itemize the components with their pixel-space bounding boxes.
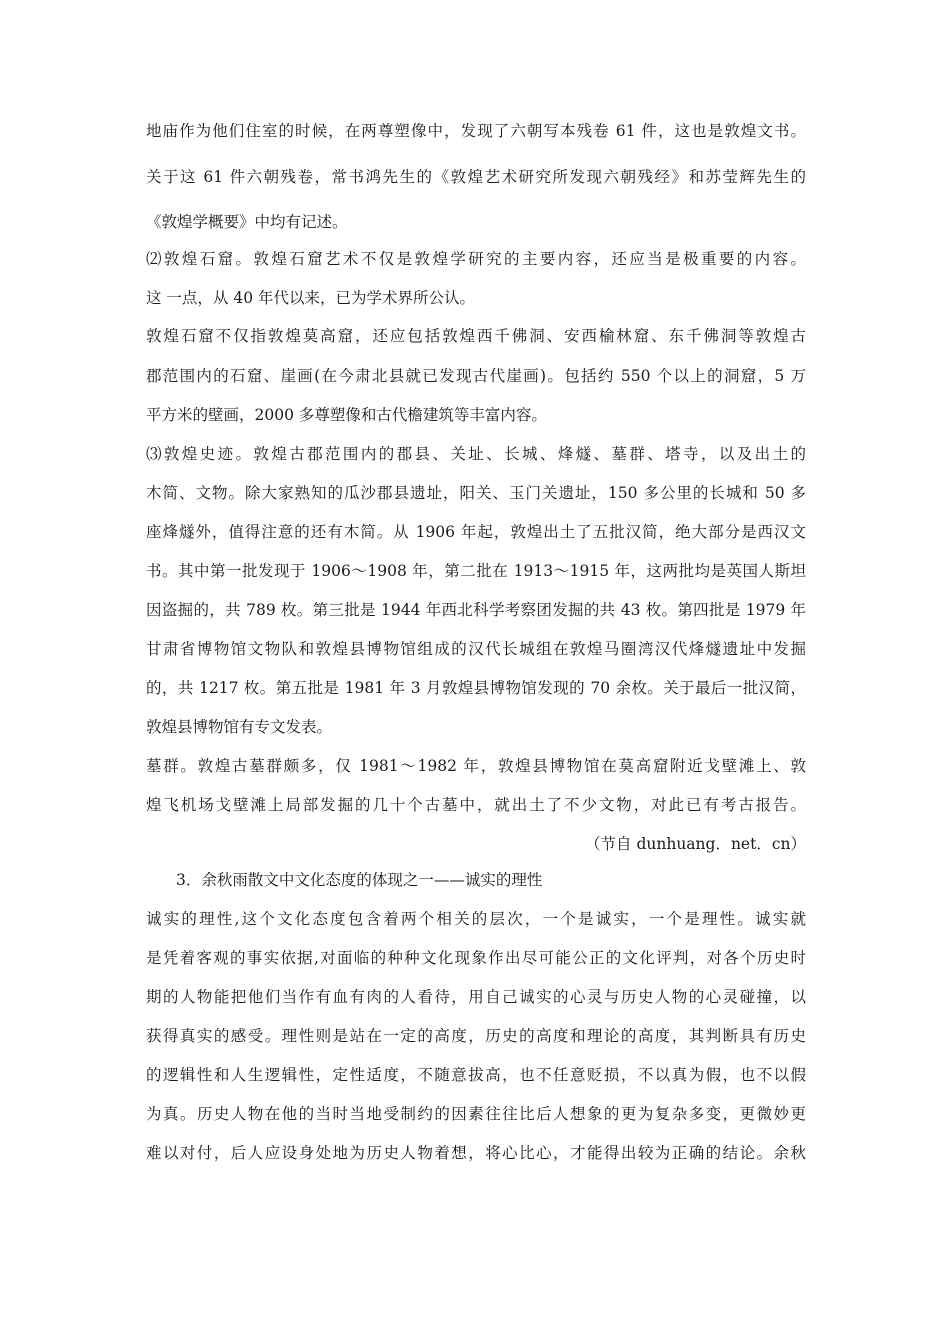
text-line: 关于这 61 件六朝残卷，常书鸿先生的《敦煌艺术研究所发现六朝残经》和苏莹辉先生的 (146, 168, 806, 186)
text-line: 书。其中第一批发现于 1906～1908 年，第二批在 1913～1915 年，这两批均是英国人斯坦 (146, 562, 806, 580)
text-line: 诚实的理性,这个文化态度包含着两个相关的层次，一个是诚实，一个是理性。诚实就 (146, 910, 806, 928)
text-line: 这 一点，从 40 年代以来，已为学术界所公认。 (146, 289, 476, 307)
text-line: 平方米的壁画，2000 多尊塑像和古代檐建筑等丰富内容。 (146, 406, 547, 424)
text-line: 敦煌县博物馆有专文发表。 (146, 718, 333, 736)
text-line: 煌飞机场戈壁滩上局部发掘的几十个古墓中，就出土了不少文物，对此已有考古报告。 (146, 796, 806, 814)
text-line: 的，共 1217 枚。第五批是 1981 年 3 月敦煌县博物馆发现的 70 余枚。关于最后一批汉简， (146, 679, 806, 697)
text-line: 墓群。敦煌古墓群颇多，仅 1981～1982 年，敦煌县博物馆在莫高窟附近戈壁滩上、敦 (146, 757, 806, 775)
text-line: 的逻辑性和人生逻辑性，定性适度，不随意拔高，也不任意贬损，不以真为假，也不以假 (146, 1066, 806, 1084)
text-line: 郡范围内的石窟、崖画(在今肃北县就已发现古代崖画)。包括约 550 个以上的洞窟，5 万 (146, 367, 806, 385)
text-line: 甘肃省博物馆文物队和敦煌县博物馆组成的汉代长城组在敦煌马圈湾汉代烽燧遗址中发掘 (146, 640, 806, 658)
text-line: 获得真实的感受。理性则是站在一定的高度，历史的高度和理论的高度，其判断具有历史 (146, 1027, 806, 1045)
text-line: 座烽燧外，值得注意的还有木简。从 1906 年起，敦煌出土了五批汉简，绝大部分是西汉文 (146, 523, 806, 541)
text-line: 地庙作为他们住室的时候，在两尊塑像中，发现了六朝写本残卷 61 件，这也是敦煌文书。 (146, 122, 806, 140)
text-line: 难以对付，后人应设身处地为历史人物着想，将心比心，才能得出较为正确的结论。余秋 (146, 1144, 806, 1162)
section-heading: 3．余秋雨散文中文化态度的体现之一——诚实的理性 (176, 871, 543, 889)
text-line: 木简、文物。除大家熟知的瓜沙郡县遗址，阳关、玉门关遗址，150 多公里的长城和 50 多 (146, 484, 806, 502)
text-line: 期的人物能把他们当作有血有肉的人看待，用自己诚实的心灵与历史人物的心灵碰撞，以 (146, 988, 806, 1006)
text-line: 《敦煌学概要》中均有记述。 (146, 213, 348, 231)
text-line: ⑶敦煌史迹。敦煌古郡范围内的郡县、关址、长城、烽燧、墓群、塔寺，以及出土的 (146, 445, 806, 463)
text-line: 是凭着客观的事实依据,对面临的种种文化现象作出尽可能公正的文化评判，对各个历史时 (146, 949, 806, 967)
text-line: 为真。历史人物在他的当时当地受制约的因素往往比后人想象的更为复杂多变，更微妙更 (146, 1105, 806, 1123)
source-note: （节自 dunhuang．net．cn） (585, 835, 806, 853)
text-line: 敦煌石窟不仅指敦煌莫高窟，还应包括敦煌西千佛洞、安西榆林窟、东千佛洞等敦煌古 (146, 327, 806, 345)
text-line: 因盗掘的，共 789 枚。第三批是 1944 年西北科学考察团发掘的共 43 枚。第四批是 1979 年 (146, 601, 806, 619)
text-line: ⑵敦煌石窟。敦煌石窟艺术不仅是敦煌学研究的主要内容，还应当是极重要的内容。 (146, 250, 806, 268)
